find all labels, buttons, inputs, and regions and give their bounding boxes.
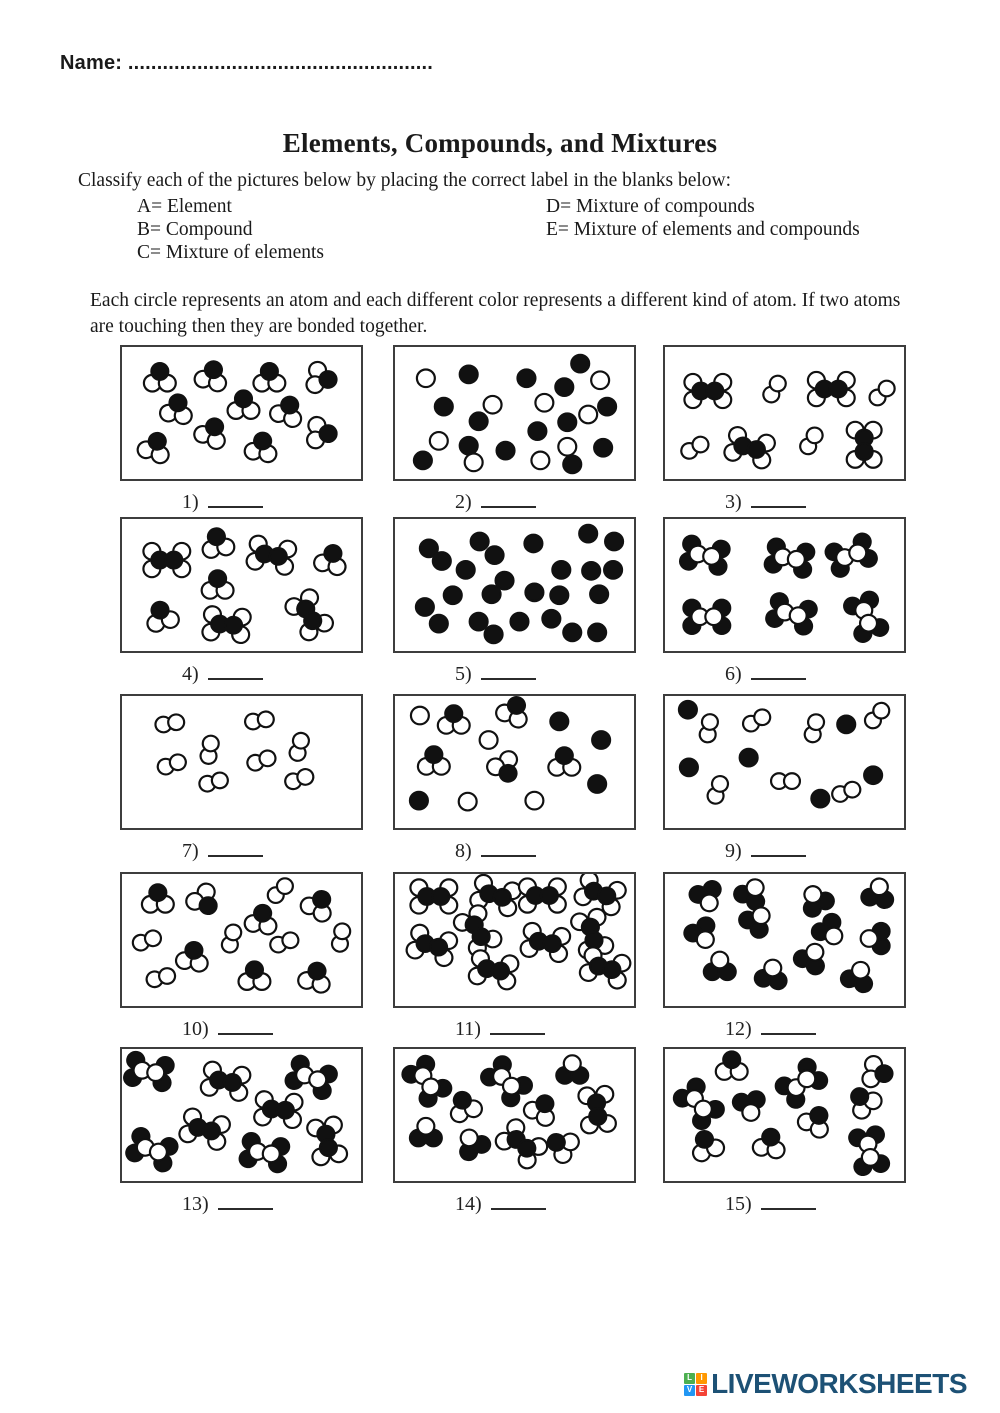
molecule-diagram-15 [663,1047,906,1183]
diagram-number-9: 9) [725,840,742,862]
answer-blank-4[interactable] [208,664,263,680]
name-line [60,52,433,75]
molecule-diagram-6 [663,517,906,653]
molecule-diagram-9 [663,694,906,830]
answer-blank-11[interactable] [490,1019,545,1035]
diagram-cell-12 [663,872,906,1041]
diagram-cell-9 [663,694,906,863]
note-text: Each circle represents an atom and each different color represents a different kind of atom. If two atoms are touching then they are bonded together. [90,290,901,337]
diagram-cell-7 [120,694,363,863]
answer-blank-13[interactable] [218,1194,273,1210]
answer-blank-10[interactable] [218,1019,273,1035]
molecule-diagram-5 [393,517,636,653]
molecule-diagram-11 [393,872,636,1008]
answer-blank-1[interactable] [208,492,263,508]
molecule-diagram-3 [663,345,906,481]
instruction-text: Classify each of the pictures below by placing the correct label in the blanks below: [78,170,732,191]
diagram-number-4: 4) [182,663,199,685]
diagram-cell-10 [120,872,363,1041]
diagram-number-1: 1) [182,491,199,513]
option-d-label: D= Mixture of compounds [546,196,755,217]
diagram-number-6: 6) [725,663,742,685]
answer-blank-6[interactable] [751,664,806,680]
logo-square-v: V [684,1385,695,1396]
diagram-number-5: 5) [455,663,472,685]
diagram-cell-6 [663,517,906,686]
diagram-cell-13 [120,1047,363,1216]
liveworksheets-logo-text: LIVEWORKSHEETS [711,1368,967,1399]
molecule-diagram-7 [120,694,363,830]
option-a-label: A= Element [137,196,232,217]
molecule-diagram-13 [120,1047,363,1183]
diagram-number-14: 14) [455,1193,482,1215]
diagram-number-13: 13) [182,1193,209,1215]
diagram-number-3: 3) [725,491,742,513]
answer-blank-15[interactable] [761,1194,816,1210]
logo-square-e: E [696,1385,707,1396]
answer-blank-2[interactable] [481,492,536,508]
diagram-number-15: 15) [725,1193,752,1215]
molecule-diagram-14 [393,1047,636,1183]
molecule-diagram-1 [120,345,363,481]
option-b-label: B= Compound [137,219,253,240]
diagram-number-2: 2) [455,491,472,513]
molecule-diagram-2 [393,345,636,481]
option-c-label: C= Mixture of elements [137,242,325,263]
answer-blank-8[interactable] [481,841,536,857]
diagram-cell-8 [393,694,636,863]
diagram-number-12: 12) [725,1018,752,1040]
diagram-cell-5 [393,517,636,686]
molecule-diagram-12 [663,872,906,1008]
diagram-number-10: 10) [182,1018,209,1040]
diagram-number-8: 8) [455,840,472,862]
diagram-number-11: 11) [455,1018,481,1040]
answer-blank-7[interactable] [208,841,263,857]
answer-blank-12[interactable] [761,1019,816,1035]
answer-blank-9[interactable] [751,841,806,857]
diagram-cell-4 [120,517,363,686]
logo-square-l: L [684,1373,695,1384]
answer-blank-14[interactable] [491,1194,546,1210]
diagram-cell-2 [393,345,636,514]
diagram-cell-3 [663,345,906,514]
logo-square-i: I [696,1373,707,1384]
option-e-label: E= Mixture of elements and compounds [546,219,860,240]
name-label: Name: [60,52,123,74]
molecule-diagram-8 [393,694,636,830]
molecule-diagram-4 [120,517,363,653]
answer-blank-3[interactable] [751,492,806,508]
diagram-cell-11 [393,872,636,1041]
diagram-number-7: 7) [182,840,199,862]
name-write-line[interactable]: ..................................................... [127,52,434,74]
page-title: Elements, Compounds, and Mixtures [282,128,718,158]
diagram-cell-1 [120,345,363,514]
liveworksheets-logo [684,1366,967,1402]
liveworksheets-logo-icon [684,1373,707,1396]
diagram-cell-15 [663,1047,906,1216]
diagram-cell-14 [393,1047,636,1216]
answer-blank-5[interactable] [481,664,536,680]
molecule-diagram-10 [120,872,363,1008]
